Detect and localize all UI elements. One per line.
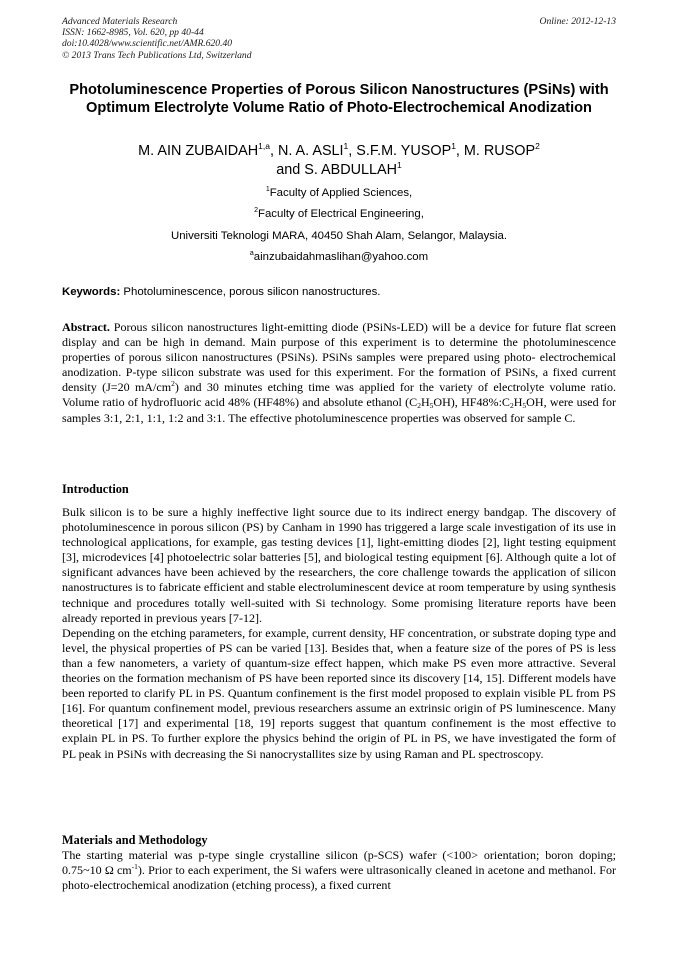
subscript: 5 (522, 401, 527, 411)
abstract (62, 320, 616, 426)
affiliation-text: Faculty of Electrical Engineering, (258, 208, 424, 220)
author-email (62, 250, 616, 264)
affiliation-mark: 2 (254, 207, 258, 214)
author-name: N. A. ASLI (277, 143, 344, 159)
author-separator: , (269, 143, 278, 159)
keywords-label: Keywords: (62, 286, 121, 298)
abstract-text: Porous silicon nanostructures light-emitting diode (PSiNs-LED) will be a device for future flat screen display and can be high in demand. Main purpose of this experiment is to determine the photoluminescence properties of porous silicon nanostructures (PSiNs). PSiNs samples were prepared using photo- electrochemical anodization. P-type silicon substrate was used for this experiment. For the formation of PSiNs, a fixed current density (J=20 mA/cm (62, 320, 616, 395)
author-affiliation-mark: 1 (397, 159, 402, 170)
abstract-text: OH, were used for samples 3:1, 2:1, 1:1, 1:2 and 3:1. The effective photoluminescence properties was observed for sample C. (62, 395, 616, 425)
abstract-text: H (513, 395, 523, 410)
running-header (62, 16, 502, 61)
issn-volume: ISSN: 1662-8985, Vol. 620, pp 40-44 (62, 27, 204, 39)
abstract-text: OH), HF48%:C (433, 395, 510, 410)
section-heading-introduction: Introduction (62, 482, 129, 496)
online-date: Online: 2012-12-13 (539, 16, 616, 27)
author-affiliation-mark: 2 (535, 141, 540, 151)
methods-text: ). Prior to each experiment, the Si wafers were ultrasonically cleaned in acetone and methanol. For photo-electrochemical anodization (etching process), a fixed current (62, 863, 616, 893)
section-heading-methods: Materials and Methodology (62, 833, 208, 847)
author-name: M. RUSOP (463, 143, 536, 159)
paragraph: Bulk silicon is to be sure a highly ineffective light source due to its indirect energy bandgap. The discovery of photoluminescence in porous silicon (PS) by Canham in 1990 has triggered a large scale investigation of its use in technological applications, for example, gas testing devices [1], light-emitting diodes [2], light testing equipment [3], microdevices [4] photoelectric solar batteries [5], and biological testing equipment [6]. Although quite a lot of significant advances have been achieved by the researchers, the core challenge towards the application of silicon nanostructures is to fabricate efficient and stable electroluminescent device at room temperature by using synthesis technique and procedures totally well-suited with Si technology. Some promising literature reports have been already reported in previous years [7-12]. (62, 505, 616, 625)
subscript: 2 (509, 401, 514, 411)
affiliation-1 (62, 186, 616, 200)
email-mark: a (249, 250, 254, 257)
author-name: M. AIN ZUBAIDAH (138, 143, 259, 159)
keywords-text: Photoluminescence, porous silicon nanostructures. (120, 286, 381, 298)
email-text: ainzubaidahmaslihan@yahoo.com (253, 251, 429, 263)
author-name: S. ABDULLAH (304, 161, 398, 178)
abstract-label: Abstract. (62, 320, 110, 334)
affiliation-3: Universiti Teknologi MARA, 40450 Shah Alam, Selangor, Malaysia. (171, 230, 507, 242)
author-name: S.F.M. YUSOP (356, 143, 452, 159)
author-list (62, 142, 616, 179)
methods-body (62, 848, 616, 893)
journal-name: Advanced Materials Research (62, 16, 178, 27)
paragraph: Depending on the etching parameters, for example, current density, HF concentration, or substrate doping type and level, the physical properties of PS can be varied [13]. Besides that, when a feature size of the pores of PS is less than a few nanometers, a variety of quantum-size effect happen, which make PS even more attractive. Several theories on the formation mechanism of PS have been reported since its discovery [14, 15]. Different models have been reported to clarify PL in PS. Quantum confinement is the first model proposed to explain visible PL from PS [16]. For quantum confinement model, previous researchers assume an extrinsic origin of PS luminescence. Many theoretical [17] and experimental [18, 19] reports suggest that quantum confinement is the most effective to explain PL in PS. To further explore the physics behind the origin of PL in PS, we have investigated the form of PL peak in PSiNs with decreasing the Si nanocrystallites size by using Raman and PL spectroscopy. (62, 625, 616, 761)
superscript: -1 (131, 862, 138, 872)
author-and: and (276, 161, 305, 178)
abstract-text: ) and 30 minutes etching time was applied for the variety of electrolyte volume ratio. Volume ratio of hydrofluoric acid 48% (HF48%) and absolute ethanol (C (62, 380, 616, 410)
superscript: 2 (171, 379, 175, 389)
paper-title: Photoluminescence Properties of Porous Silicon Nanostructures (PSiNs) with Optimum Electrolyte Volume Ratio of Photo-Electrochemical Anodization (69, 82, 609, 117)
introduction-body (62, 505, 616, 762)
subscript: 2 (417, 401, 421, 411)
affiliation-text: Faculty of Applied Sciences, (269, 187, 413, 199)
author-affiliation-mark: 1 (451, 141, 456, 151)
author-affiliation-mark: 1,a (258, 141, 270, 151)
abstract-text: H (420, 395, 430, 410)
subscript: 5 (429, 401, 434, 411)
keywords (62, 285, 616, 299)
affiliation-mark: 1 (265, 186, 270, 193)
copyright: © 2013 Trans Tech Publications Ltd, Switzerland (62, 49, 252, 61)
author-affiliation-mark: 1 (343, 141, 349, 151)
doi: doi:10.4028/www.scientific.net/AMR.620.40 (62, 38, 233, 50)
affiliation-2 (62, 207, 616, 221)
methods-text: The starting material was p-type single crystalline silicon (p-SCS) wafer (<100> orientation; boron doping; 0.75~10 Ω cm (62, 848, 616, 878)
author-separator: , (455, 143, 464, 159)
author-separator: , (348, 143, 357, 159)
